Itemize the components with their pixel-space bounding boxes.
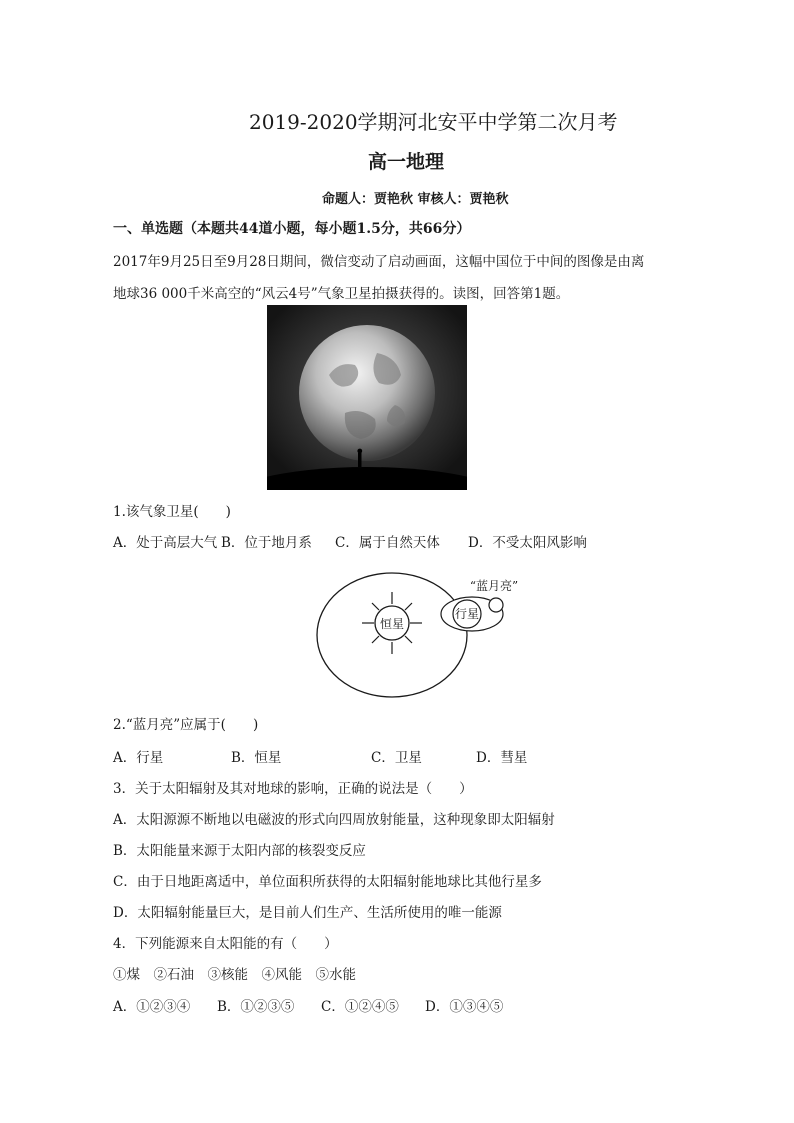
q4-option-a: A．①②③④ — [113, 999, 191, 1015]
exam-authors: 命题人：贾艳秋 审核人：贾艳秋 — [322, 192, 509, 207]
q4-option-c: C．①②④⑤ — [321, 999, 399, 1015]
star-label: 恒星 — [379, 617, 405, 631]
q1-stem: 1.该气象卫星( ) — [113, 504, 231, 520]
q4-items: ①煤 ②石油 ③核能 ④风能 ⑤水能 — [113, 967, 356, 983]
q3-option-a: A．太阳源源不断地以电磁波的形式向四周放射能量，这种现象即太阳辐射 — [113, 812, 555, 828]
section-heading: 一、单选题（本题共44道小题，每小题1.5分，共66分） — [113, 221, 471, 237]
q4-option-d: D．①③④⑤ — [425, 999, 504, 1015]
exam-subject: 高一地理 — [368, 151, 445, 173]
q2-stem: 2.“蓝月亮”应属于( ) — [113, 717, 259, 733]
blue-moon-circle — [489, 598, 503, 612]
q4-option-b: B．①②③⑤ — [217, 999, 295, 1015]
q2-option-b: B．恒星 — [231, 750, 282, 766]
q2-option-c: C．卫星 — [371, 750, 422, 766]
blue-moon-label: “蓝月亮” — [469, 579, 519, 593]
q3-stem: 3．关于太阳辐射及其对地球的影响，正确的说法是（ ） — [113, 781, 473, 797]
orbit-diagram — [312, 570, 537, 700]
human-head — [357, 449, 362, 454]
q1-option-a: A．处于高层大气 — [113, 535, 218, 551]
q2-option-a: A．行星 — [113, 750, 164, 766]
q4-stem: 4．下列能源来自太阳能的有（ ） — [113, 936, 338, 952]
q3-option-b: B．太阳能量来源于太阳内部的核裂变反应 — [113, 843, 366, 859]
q1-option-b: B．位于地月系 — [221, 535, 312, 551]
q3-option-d: D．太阳辐射能量巨大，是目前人们生产、生活所使用的唯一能源 — [113, 905, 502, 921]
q1-option-d: D．不受太阳风影响 — [468, 535, 587, 551]
earth-globe — [299, 325, 435, 461]
exam-title: 2019-2020学期河北安平中学第二次月考 — [249, 110, 618, 134]
planet-label: 行星 — [454, 607, 480, 621]
earth-photo — [267, 305, 467, 490]
q2-option-d: D．彗星 — [476, 750, 528, 766]
human-silhouette — [358, 453, 362, 467]
q1-option-c: C．属于自然天体 — [335, 535, 440, 551]
q3-option-c: C．由于日地距离适中，单位面积所获得的太阳辐射能地球比其他行星多 — [113, 874, 542, 890]
intro-line-1: 2017年9月25日至9月28日期间，微信变动了启动画面，这幅中国位于中间的图像是由离 — [113, 254, 645, 270]
intro-line-2: 地球36 000千米高空的“风云4号”气象卫星拍摄获得的。读图，回答第1题。 — [113, 286, 570, 302]
